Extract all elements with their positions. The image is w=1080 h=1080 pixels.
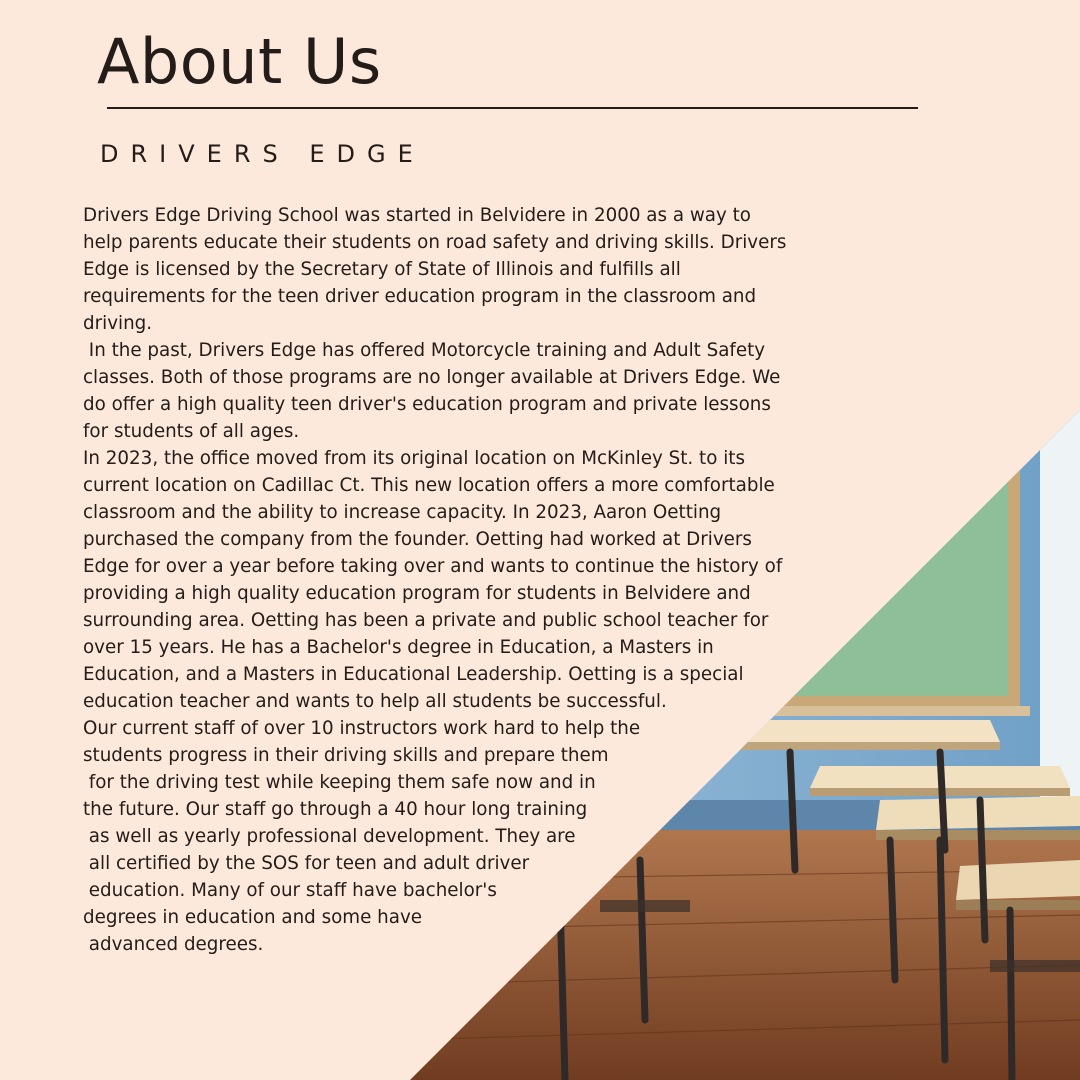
text-line: students progress in their driving skills and prepare them [83, 745, 609, 766]
text-line: surrounding area. Oetting has been a private and public school teacher for [83, 610, 769, 631]
text-line: all certified by the SOS for teen and adult driver [83, 853, 530, 874]
page-title: About Us [97, 25, 382, 98]
text-line: Edge for over a year before taking over and wants to continue the history of [83, 556, 783, 577]
text-line: Edge is licensed by the Secretary of State of Illinois and fulfills all [83, 259, 681, 280]
text-line: for the driving test while keeping them safe now and in [83, 772, 596, 793]
about-text [83, 202, 853, 958]
text-line: classroom and the ability to increase capacity. In 2023, Aaron Oetting [83, 502, 722, 523]
text-line: providing a high quality education program for students in Belvidere and [83, 583, 751, 604]
text-line: requirements for the teen driver education program in the classroom and [83, 286, 757, 307]
text-line: Our current staff of over 10 instructors work hard to help the [83, 718, 641, 739]
text-line: purchased the company from the founder. Oetting had worked at Drivers [83, 529, 752, 550]
text-line: do offer a high quality teen driver's education program and private lessons [83, 394, 771, 415]
text-line: as well as yearly professional development. They are [83, 826, 576, 847]
company-name: DRIVERS EDGE [100, 140, 425, 168]
text-line: In 2023, the office moved from its original location on McKinley St. to its [83, 448, 745, 469]
text-line: the future. Our staff go through a 40 hour long training [83, 799, 588, 820]
text-line: classes. Both of those programs are no longer available at Drivers Edge. We [83, 367, 781, 388]
text-line: Education, and a Masters in Educational Leadership. Oetting is a special [83, 664, 744, 685]
text-line: driving. [83, 313, 153, 334]
text-line: advanced degrees. [83, 934, 264, 955]
text-line: degrees in education and some have [83, 907, 423, 928]
text-line: over 15 years. He has a Bachelor's degree in Education, a Masters in [83, 637, 714, 658]
title-divider [107, 107, 918, 109]
text-line: current location on Cadillac Ct. This new location offers a more comfortable [83, 475, 775, 496]
text-line: for students of all ages. [83, 421, 300, 442]
text-line: education teacher and wants to help all students be successful. [83, 691, 667, 712]
text-line: Drivers Edge Driving School was started in Belvidere in 2000 as a way to [83, 205, 751, 226]
text-line: help parents educate their students on road safety and driving skills. Drivers [83, 232, 787, 253]
text-line: In the past, Drivers Edge has offered Motorcycle training and Adult Safety [83, 340, 766, 361]
text-line: education. Many of our staff have bachelor's [83, 880, 497, 901]
